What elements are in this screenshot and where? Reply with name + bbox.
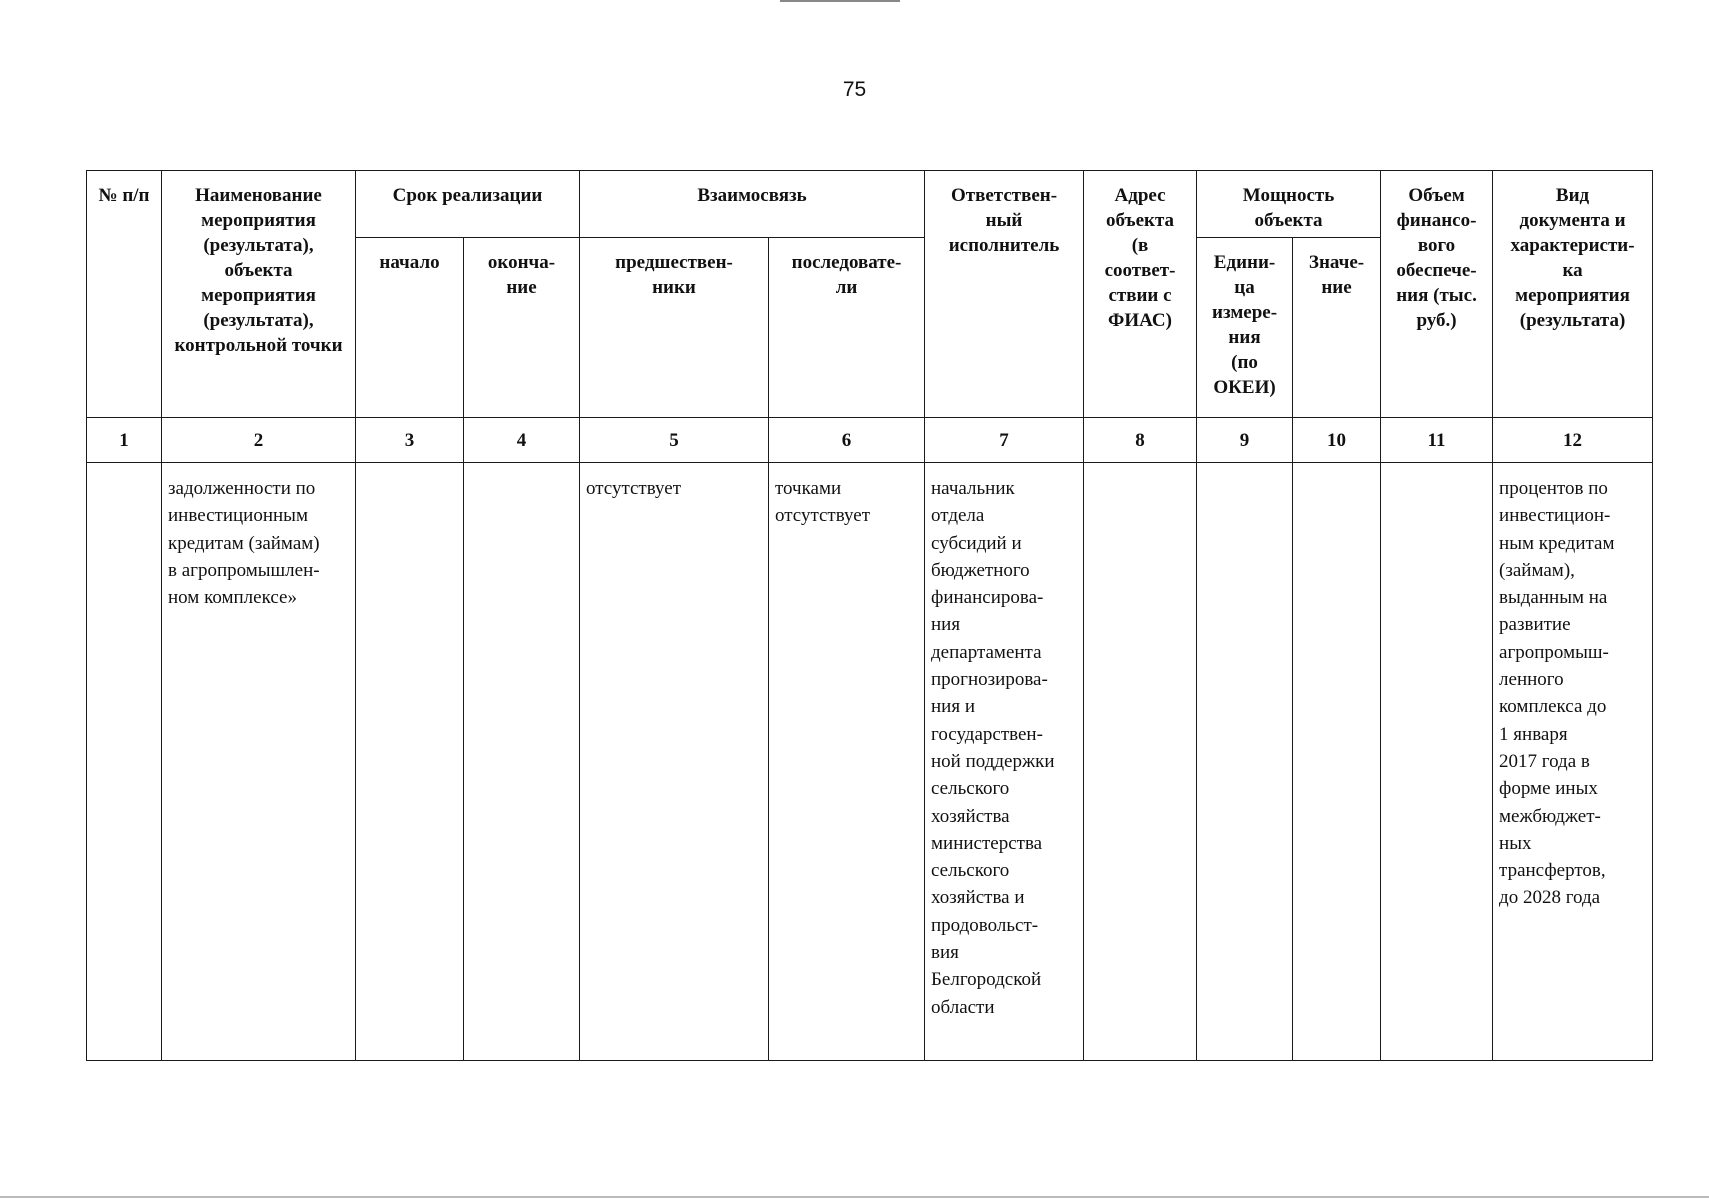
column-number: 8 [1084,418,1197,463]
header-value: Значе- ние [1293,238,1381,418]
cell-unit [1197,463,1293,1061]
column-number: 2 [162,418,356,463]
cell-end [464,463,580,1061]
column-number: 6 [769,418,925,463]
page-number: 75 [842,78,867,101]
cell-start [356,463,464,1061]
cell-responsible: начальник отдела субсидий и бюджетного финансирова- ния департамента прогнозирова- ния и государствен- ной поддержки сельского хозяйства министерства сельского хозяйства и продовольст- вия Белгородской области [925,463,1084,1061]
column-number: 7 [925,418,1084,463]
header-predecessors: предшествен- ники [580,238,769,418]
table-row [87,463,1653,1061]
header-row-top [87,171,1653,238]
header-unit: Едини- ца измере- ния (по ОКЕИ) [1197,238,1293,418]
header-funding: Объем финансо- вого обеспече- ния (тыс. руб.) [1381,171,1493,418]
cell-document-type: процентов по инвестицион- ным кредитам (займам), выданным на развитие агропромыш- ленного комплекса до 1 января 2017 года в форме иных межбюджет- ных трансфертов, до 2028 года [1493,463,1653,1061]
header-successors: последовате- ли [769,238,925,418]
measures-table-wrapper [86,170,1652,1061]
cell-value [1293,463,1381,1061]
column-number: 5 [580,418,769,463]
header-start: начало [356,238,464,418]
column-number: 1 [87,418,162,463]
scan-mark-bottom [0,1196,1709,1198]
measures-table [86,170,1653,1061]
header-period-group: Срок реализации [356,171,580,238]
column-number: 12 [1493,418,1653,463]
scan-mark-top [780,0,900,2]
cell-predecessors: отсутствует [580,463,769,1061]
column-number: 4 [464,418,580,463]
header-capacity-group: Мощность объекта [1197,171,1381,238]
header-measure-name: Наименование мероприятия (результата), объекта мероприятия (результата), контрольной точки [162,171,356,418]
header-end: оконча- ние [464,238,580,418]
header-link-group: Взаимосвязь [580,171,925,238]
column-number: 11 [1381,418,1493,463]
column-number-row [87,418,1653,463]
header-document-type: Вид документа и характеристи- ка мероприятия (результата) [1493,171,1653,418]
cell-number [87,463,162,1061]
cell-funding [1381,463,1493,1061]
cell-measure-name: задолженности по инвестиционным кредитам (займам) в агропромышлен- ном комплексе» [162,463,356,1061]
cell-address [1084,463,1197,1061]
column-number: 9 [1197,418,1293,463]
header-address: Адрес объекта (в соответ- ствии с ФИАС) [1084,171,1197,418]
cell-successors: точками отсутствует [769,463,925,1061]
column-number: 10 [1293,418,1381,463]
header-responsible: Ответствен- ный исполнитель [925,171,1084,418]
header-number: № п/п [87,171,162,418]
column-number: 3 [356,418,464,463]
